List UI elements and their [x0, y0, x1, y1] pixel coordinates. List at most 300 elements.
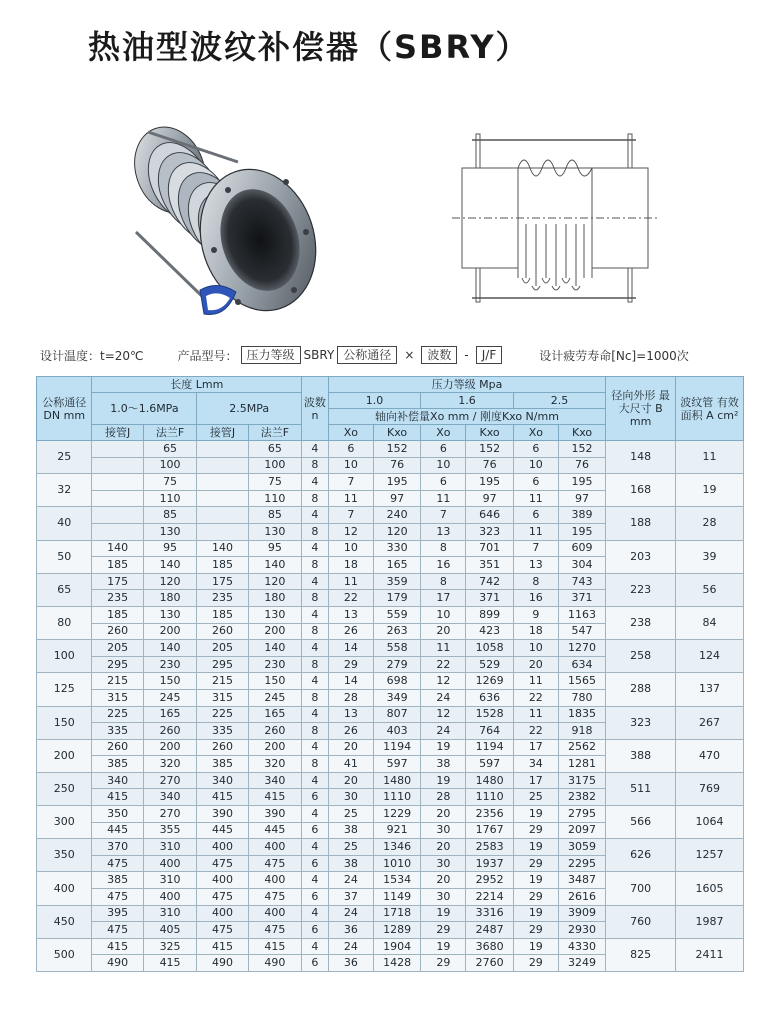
- length-f-high-cell: 130: [248, 606, 301, 623]
- xo-1-0-cell: 14: [328, 640, 373, 657]
- length-j-low-cell: [92, 474, 143, 491]
- length-j-low-cell: 335: [92, 723, 143, 740]
- xo-2-5-cell: 22: [513, 723, 558, 740]
- length-f-high-cell: 100: [248, 457, 301, 474]
- length-j-low-cell: 350: [92, 806, 143, 823]
- dn-cell: 65: [37, 573, 92, 606]
- xo-1-6-cell: 19: [421, 938, 466, 955]
- kxo-1-6-cell: 2356: [466, 806, 513, 823]
- length-f-low-cell: 130: [143, 523, 196, 540]
- length-j-high-cell: 260: [197, 739, 248, 756]
- kxo-2-5-cell: 195: [558, 523, 605, 540]
- length-f-low-cell: 340: [143, 789, 196, 806]
- length-j-high-cell: 400: [197, 905, 248, 922]
- dn-cell: 200: [37, 739, 92, 772]
- nominal-diameter-box: 公称通径: [337, 346, 397, 364]
- dn-cell: 32: [37, 474, 92, 507]
- effective-area-cell: 769: [676, 772, 744, 805]
- header-xo: Xo: [513, 425, 558, 441]
- length-j-low-cell: 385: [92, 872, 143, 889]
- kxo-1-6-cell: 3680: [466, 938, 513, 955]
- effective-area-cell: 56: [676, 573, 744, 606]
- effective-area-cell: 84: [676, 606, 744, 639]
- length-j-high-cell: 215: [197, 673, 248, 690]
- length-f-low-cell: 230: [143, 656, 196, 673]
- length-f-high-cell: 200: [248, 623, 301, 640]
- outer-size-cell: 188: [606, 507, 676, 540]
- length-f-low-cell: 245: [143, 689, 196, 706]
- kxo-1-6-cell: 423: [466, 623, 513, 640]
- table-row: [37, 640, 744, 657]
- length-j-low-cell: 415: [92, 789, 143, 806]
- xo-1-6-cell: 19: [421, 905, 466, 922]
- length-j-high-cell: 415: [197, 789, 248, 806]
- length-j-low-cell: 490: [92, 955, 143, 972]
- length-j-low-cell: 415: [92, 938, 143, 955]
- length-f-high-cell: 400: [248, 872, 301, 889]
- length-j-high-cell: [197, 457, 248, 474]
- kxo-1-0-cell: 1289: [373, 922, 420, 939]
- outer-size-cell: 258: [606, 640, 676, 673]
- kxo-1-0-cell: 1346: [373, 839, 420, 856]
- kxo-1-6-cell: 351: [466, 557, 513, 574]
- kxo-1-0-cell: 349: [373, 689, 420, 706]
- spec-info-line: [40, 344, 755, 366]
- dn-cell: 100: [37, 640, 92, 673]
- wave-count-cell: 8: [302, 656, 329, 673]
- table-row: [37, 673, 744, 690]
- kxo-2-5-cell: 743: [558, 573, 605, 590]
- xo-2-5-cell: 29: [513, 955, 558, 972]
- table-row: [37, 441, 744, 458]
- length-j-low-cell: 185: [92, 557, 143, 574]
- table-row: [37, 872, 744, 889]
- dn-cell: 25: [37, 441, 92, 474]
- xo-1-0-cell: 36: [328, 955, 373, 972]
- table-row: [37, 540, 744, 557]
- kxo-1-6-cell: 2214: [466, 889, 513, 906]
- xo-1-0-cell: 29: [328, 656, 373, 673]
- dn-cell: 450: [37, 905, 92, 938]
- length-f-low-cell: 75: [143, 474, 196, 491]
- wave-count-cell: 8: [302, 490, 329, 507]
- length-f-high-cell: 390: [248, 806, 301, 823]
- outer-size-cell: 388: [606, 739, 676, 772]
- xo-1-6-cell: 22: [421, 656, 466, 673]
- wave-count-cell: 8: [302, 689, 329, 706]
- length-j-low-cell: 235: [92, 590, 143, 607]
- kxo-1-0-cell: 403: [373, 723, 420, 740]
- xo-1-0-cell: 10: [328, 540, 373, 557]
- kxo-1-0-cell: 559: [373, 606, 420, 623]
- section-drawing: [452, 128, 657, 308]
- length-f-low-cell: 200: [143, 739, 196, 756]
- kxo-1-6-cell: 701: [466, 540, 513, 557]
- xo-1-6-cell: 20: [421, 806, 466, 823]
- kxo-2-5-cell: 152: [558, 441, 605, 458]
- xo-2-5-cell: 19: [513, 806, 558, 823]
- length-f-high-cell: 65: [248, 441, 301, 458]
- xo-2-5-cell: 34: [513, 756, 558, 773]
- header-pressure: 压力等级 Mpa: [328, 377, 605, 393]
- wave-count-cell: 4: [302, 905, 329, 922]
- length-f-low-cell: 120: [143, 573, 196, 590]
- xo-1-0-cell: 30: [328, 789, 373, 806]
- header-axial: 轴向补偿量Xo mm / 刚度Kxo N/mm: [328, 409, 605, 425]
- kxo-2-5-cell: 195: [558, 474, 605, 491]
- length-j-low-cell: 370: [92, 839, 143, 856]
- effective-area-cell: 28: [676, 507, 744, 540]
- kxo-1-6-cell: 1480: [466, 772, 513, 789]
- outer-size-cell: 203: [606, 540, 676, 573]
- length-f-high-cell: 110: [248, 490, 301, 507]
- kxo-1-0-cell: 1480: [373, 772, 420, 789]
- length-f-high-cell: 130: [248, 523, 301, 540]
- wave-count-cell: 6: [302, 922, 329, 939]
- kxo-2-5-cell: 1270: [558, 640, 605, 657]
- length-j-low-cell: 315: [92, 689, 143, 706]
- length-f-high-cell: 475: [248, 889, 301, 906]
- length-f-high-cell: 75: [248, 474, 301, 491]
- table-row: [37, 938, 744, 955]
- header-dn: 公称通径 DN mm: [37, 377, 92, 441]
- outer-size-cell: 148: [606, 441, 676, 474]
- kxo-2-5-cell: 76: [558, 457, 605, 474]
- xo-1-0-cell: 25: [328, 806, 373, 823]
- kxo-1-6-cell: 1528: [466, 706, 513, 723]
- length-j-high-cell: 295: [197, 656, 248, 673]
- wave-count-cell: 4: [302, 507, 329, 524]
- kxo-1-6-cell: 1058: [466, 640, 513, 657]
- xo-2-5-cell: 8: [513, 573, 558, 590]
- xo-1-0-cell: 12: [328, 523, 373, 540]
- kxo-1-0-cell: 120: [373, 523, 420, 540]
- xo-2-5-cell: 10: [513, 640, 558, 657]
- kxo-1-6-cell: 1937: [466, 855, 513, 872]
- header-p3: 2.5: [513, 393, 605, 409]
- xo-2-5-cell: 19: [513, 872, 558, 889]
- length-j-low-cell: 260: [92, 739, 143, 756]
- xo-1-6-cell: 11: [421, 490, 466, 507]
- dn-cell: 300: [37, 806, 92, 839]
- length-j-high-cell: 385: [197, 756, 248, 773]
- wave-count-cell: 8: [302, 756, 329, 773]
- kxo-2-5-cell: 2295: [558, 855, 605, 872]
- wave-count-cell: 8: [302, 457, 329, 474]
- effective-area-cell: 1987: [676, 905, 744, 938]
- outer-size-cell: 323: [606, 706, 676, 739]
- xo-1-0-cell: 41: [328, 756, 373, 773]
- wave-count-cell: 4: [302, 739, 329, 756]
- xo-2-5-cell: 17: [513, 739, 558, 756]
- dn-cell: 350: [37, 839, 92, 872]
- length-j-high-cell: 225: [197, 706, 248, 723]
- length-f-low-cell: 110: [143, 490, 196, 507]
- outer-size-cell: 288: [606, 673, 676, 706]
- kxo-2-5-cell: 1565: [558, 673, 605, 690]
- kxo-1-0-cell: 1718: [373, 905, 420, 922]
- effective-area-cell: 2411: [676, 938, 744, 971]
- header-effective-area: 波纹管 有效面积 A cm²: [676, 377, 744, 441]
- length-j-low-cell: 140: [92, 540, 143, 557]
- header-flange-f: 法兰F: [248, 425, 301, 441]
- kxo-1-0-cell: 240: [373, 507, 420, 524]
- xo-2-5-cell: 19: [513, 905, 558, 922]
- outer-size-cell: 626: [606, 839, 676, 872]
- product-photo: [118, 112, 318, 324]
- effective-area-cell: 267: [676, 706, 744, 739]
- xo-1-6-cell: 20: [421, 623, 466, 640]
- wave-count-cell: 4: [302, 872, 329, 889]
- kxo-2-5-cell: 2382: [558, 789, 605, 806]
- length-f-high-cell: 340: [248, 772, 301, 789]
- table-row: [37, 739, 744, 756]
- kxo-1-0-cell: 279: [373, 656, 420, 673]
- header-p1: 1.0: [328, 393, 420, 409]
- header-conn-j: 接管J: [92, 425, 143, 441]
- table-row: [37, 905, 744, 922]
- length-j-high-cell: 490: [197, 955, 248, 972]
- kxo-2-5-cell: 2616: [558, 889, 605, 906]
- kxo-1-0-cell: 1904: [373, 938, 420, 955]
- table-row: [37, 706, 744, 723]
- kxo-1-6-cell: 742: [466, 573, 513, 590]
- kxo-1-0-cell: 1229: [373, 806, 420, 823]
- wave-count-cell: 6: [302, 789, 329, 806]
- kxo-1-6-cell: 2583: [466, 839, 513, 856]
- xo-2-5-cell: 11: [513, 673, 558, 690]
- kxo-1-6-cell: 195: [466, 474, 513, 491]
- length-j-high-cell: 475: [197, 889, 248, 906]
- kxo-1-6-cell: 899: [466, 606, 513, 623]
- xo-1-6-cell: 20: [421, 839, 466, 856]
- xo-1-6-cell: 16: [421, 557, 466, 574]
- length-j-high-cell: 235: [197, 590, 248, 607]
- length-j-low-cell: 395: [92, 905, 143, 922]
- times-sign: ×: [404, 348, 415, 362]
- length-f-high-cell: 245: [248, 689, 301, 706]
- kxo-1-0-cell: 921: [373, 822, 420, 839]
- length-j-low-cell: 340: [92, 772, 143, 789]
- outer-size-cell: 700: [606, 872, 676, 905]
- length-f-high-cell: 415: [248, 938, 301, 955]
- kxo-1-0-cell: 558: [373, 640, 420, 657]
- length-j-low-cell: 185: [92, 606, 143, 623]
- length-f-high-cell: 400: [248, 839, 301, 856]
- length-j-high-cell: 175: [197, 573, 248, 590]
- length-j-high-cell: 335: [197, 723, 248, 740]
- xo-1-0-cell: 24: [328, 905, 373, 922]
- length-f-high-cell: 445: [248, 822, 301, 839]
- length-f-low-cell: 355: [143, 822, 196, 839]
- length-f-high-cell: 150: [248, 673, 301, 690]
- length-f-low-cell: 85: [143, 507, 196, 524]
- length-j-low-cell: 175: [92, 573, 143, 590]
- wave-count-cell: 8: [302, 557, 329, 574]
- length-j-high-cell: 445: [197, 822, 248, 839]
- wave-count-cell: 8: [302, 523, 329, 540]
- length-f-low-cell: 310: [143, 872, 196, 889]
- dn-cell: 400: [37, 872, 92, 905]
- kxo-1-0-cell: 359: [373, 573, 420, 590]
- xo-1-0-cell: 13: [328, 606, 373, 623]
- effective-area-cell: 19: [676, 474, 744, 507]
- length-f-high-cell: 475: [248, 922, 301, 939]
- length-f-low-cell: 310: [143, 839, 196, 856]
- table-row: [37, 772, 744, 789]
- kxo-2-5-cell: 918: [558, 723, 605, 740]
- length-f-low-cell: 140: [143, 640, 196, 657]
- xo-1-0-cell: 36: [328, 922, 373, 939]
- effective-area-cell: 1605: [676, 872, 744, 905]
- xo-1-6-cell: 7: [421, 507, 466, 524]
- xo-2-5-cell: 10: [513, 457, 558, 474]
- outer-size-cell: 760: [606, 905, 676, 938]
- xo-2-5-cell: 11: [513, 523, 558, 540]
- xo-1-6-cell: 28: [421, 789, 466, 806]
- kxo-1-0-cell: 179: [373, 590, 420, 607]
- length-f-high-cell: 165: [248, 706, 301, 723]
- kxo-2-5-cell: 97: [558, 490, 605, 507]
- kxo-2-5-cell: 371: [558, 590, 605, 607]
- xo-2-5-cell: 29: [513, 822, 558, 839]
- effective-area-cell: 39: [676, 540, 744, 573]
- kxo-2-5-cell: 2562: [558, 739, 605, 756]
- length-j-high-cell: 340: [197, 772, 248, 789]
- xo-2-5-cell: 29: [513, 922, 558, 939]
- kxo-1-6-cell: 76: [466, 457, 513, 474]
- xo-2-5-cell: 17: [513, 772, 558, 789]
- xo-1-6-cell: 24: [421, 689, 466, 706]
- table-row: [37, 839, 744, 856]
- effective-area-cell: 470: [676, 739, 744, 772]
- xo-1-0-cell: 20: [328, 772, 373, 789]
- length-j-low-cell: [92, 457, 143, 474]
- length-f-high-cell: 260: [248, 723, 301, 740]
- kxo-1-6-cell: 646: [466, 507, 513, 524]
- kxo-1-0-cell: 1428: [373, 955, 420, 972]
- kxo-1-6-cell: 529: [466, 656, 513, 673]
- wave-count-cell: 4: [302, 606, 329, 623]
- length-j-high-cell: 185: [197, 606, 248, 623]
- length-f-low-cell: 180: [143, 590, 196, 607]
- kxo-2-5-cell: 304: [558, 557, 605, 574]
- connection-type-box: J/F: [476, 346, 502, 364]
- xo-1-6-cell: 10: [421, 457, 466, 474]
- length-j-high-cell: [197, 441, 248, 458]
- outer-size-cell: 168: [606, 474, 676, 507]
- length-f-low-cell: 320: [143, 756, 196, 773]
- kxo-2-5-cell: 3175: [558, 772, 605, 789]
- length-f-high-cell: 180: [248, 590, 301, 607]
- wave-count-cell: 8: [302, 723, 329, 740]
- xo-1-0-cell: 7: [328, 507, 373, 524]
- kxo-2-5-cell: 4330: [558, 938, 605, 955]
- kxo-2-5-cell: 780: [558, 689, 605, 706]
- xo-1-6-cell: 38: [421, 756, 466, 773]
- length-j-high-cell: 475: [197, 855, 248, 872]
- table-row: [37, 474, 744, 491]
- length-f-high-cell: 140: [248, 557, 301, 574]
- length-j-high-cell: [197, 474, 248, 491]
- kxo-1-6-cell: 1269: [466, 673, 513, 690]
- wave-count-cell: 4: [302, 673, 329, 690]
- length-f-low-cell: 95: [143, 540, 196, 557]
- header-conn-j: 接管J: [197, 425, 248, 441]
- kxo-2-5-cell: 609: [558, 540, 605, 557]
- kxo-1-6-cell: 636: [466, 689, 513, 706]
- outer-size-cell: 566: [606, 806, 676, 839]
- kxo-1-6-cell: 1110: [466, 789, 513, 806]
- outer-size-cell: 223: [606, 573, 676, 606]
- xo-1-6-cell: 6: [421, 441, 466, 458]
- kxo-1-6-cell: 1194: [466, 739, 513, 756]
- wave-count-cell: 4: [302, 806, 329, 823]
- wave-count-cell: 4: [302, 540, 329, 557]
- xo-1-6-cell: 30: [421, 822, 466, 839]
- xo-2-5-cell: 11: [513, 706, 558, 723]
- xo-1-6-cell: 8: [421, 540, 466, 557]
- kxo-1-6-cell: 597: [466, 756, 513, 773]
- effective-area-cell: 1064: [676, 806, 744, 839]
- xo-2-5-cell: 6: [513, 441, 558, 458]
- xo-2-5-cell: 16: [513, 590, 558, 607]
- kxo-1-0-cell: 698: [373, 673, 420, 690]
- length-f-high-cell: 95: [248, 540, 301, 557]
- kxo-1-6-cell: 323: [466, 523, 513, 540]
- kxo-1-6-cell: 97: [466, 490, 513, 507]
- kxo-1-0-cell: 1149: [373, 889, 420, 906]
- length-f-high-cell: 200: [248, 739, 301, 756]
- kxo-1-0-cell: 263: [373, 623, 420, 640]
- kxo-1-0-cell: 165: [373, 557, 420, 574]
- xo-1-0-cell: 24: [328, 872, 373, 889]
- wave-count-cell: 6: [302, 855, 329, 872]
- xo-2-5-cell: 29: [513, 889, 558, 906]
- kxo-1-6-cell: 1767: [466, 822, 513, 839]
- xo-2-5-cell: 9: [513, 606, 558, 623]
- header-xo: Xo: [328, 425, 373, 441]
- kxo-1-0-cell: 1110: [373, 789, 420, 806]
- dn-cell: 125: [37, 673, 92, 706]
- length-f-high-cell: 85: [248, 507, 301, 524]
- wave-count-cell: 8: [302, 623, 329, 640]
- pressure-class-box: 压力等级: [241, 346, 301, 364]
- xo-1-0-cell: 18: [328, 557, 373, 574]
- length-j-low-cell: [92, 507, 143, 524]
- dn-cell: 500: [37, 938, 92, 971]
- dash-sign: -: [464, 348, 469, 362]
- xo-1-6-cell: 20: [421, 872, 466, 889]
- header-kxo: Kxo: [373, 425, 420, 441]
- wave-count-cell: 4: [302, 839, 329, 856]
- length-j-high-cell: [197, 490, 248, 507]
- xo-1-0-cell: 6: [328, 441, 373, 458]
- length-j-high-cell: 415: [197, 938, 248, 955]
- xo-2-5-cell: 13: [513, 557, 558, 574]
- xo-1-0-cell: 26: [328, 623, 373, 640]
- length-f-low-cell: 100: [143, 457, 196, 474]
- effective-area-cell: 137: [676, 673, 744, 706]
- kxo-1-6-cell: 371: [466, 590, 513, 607]
- kxo-1-0-cell: 597: [373, 756, 420, 773]
- xo-2-5-cell: 11: [513, 490, 558, 507]
- wave-count-cell: 4: [302, 640, 329, 657]
- kxo-1-6-cell: 764: [466, 723, 513, 740]
- length-f-high-cell: 415: [248, 789, 301, 806]
- dn-cell: 250: [37, 772, 92, 805]
- xo-1-6-cell: 24: [421, 723, 466, 740]
